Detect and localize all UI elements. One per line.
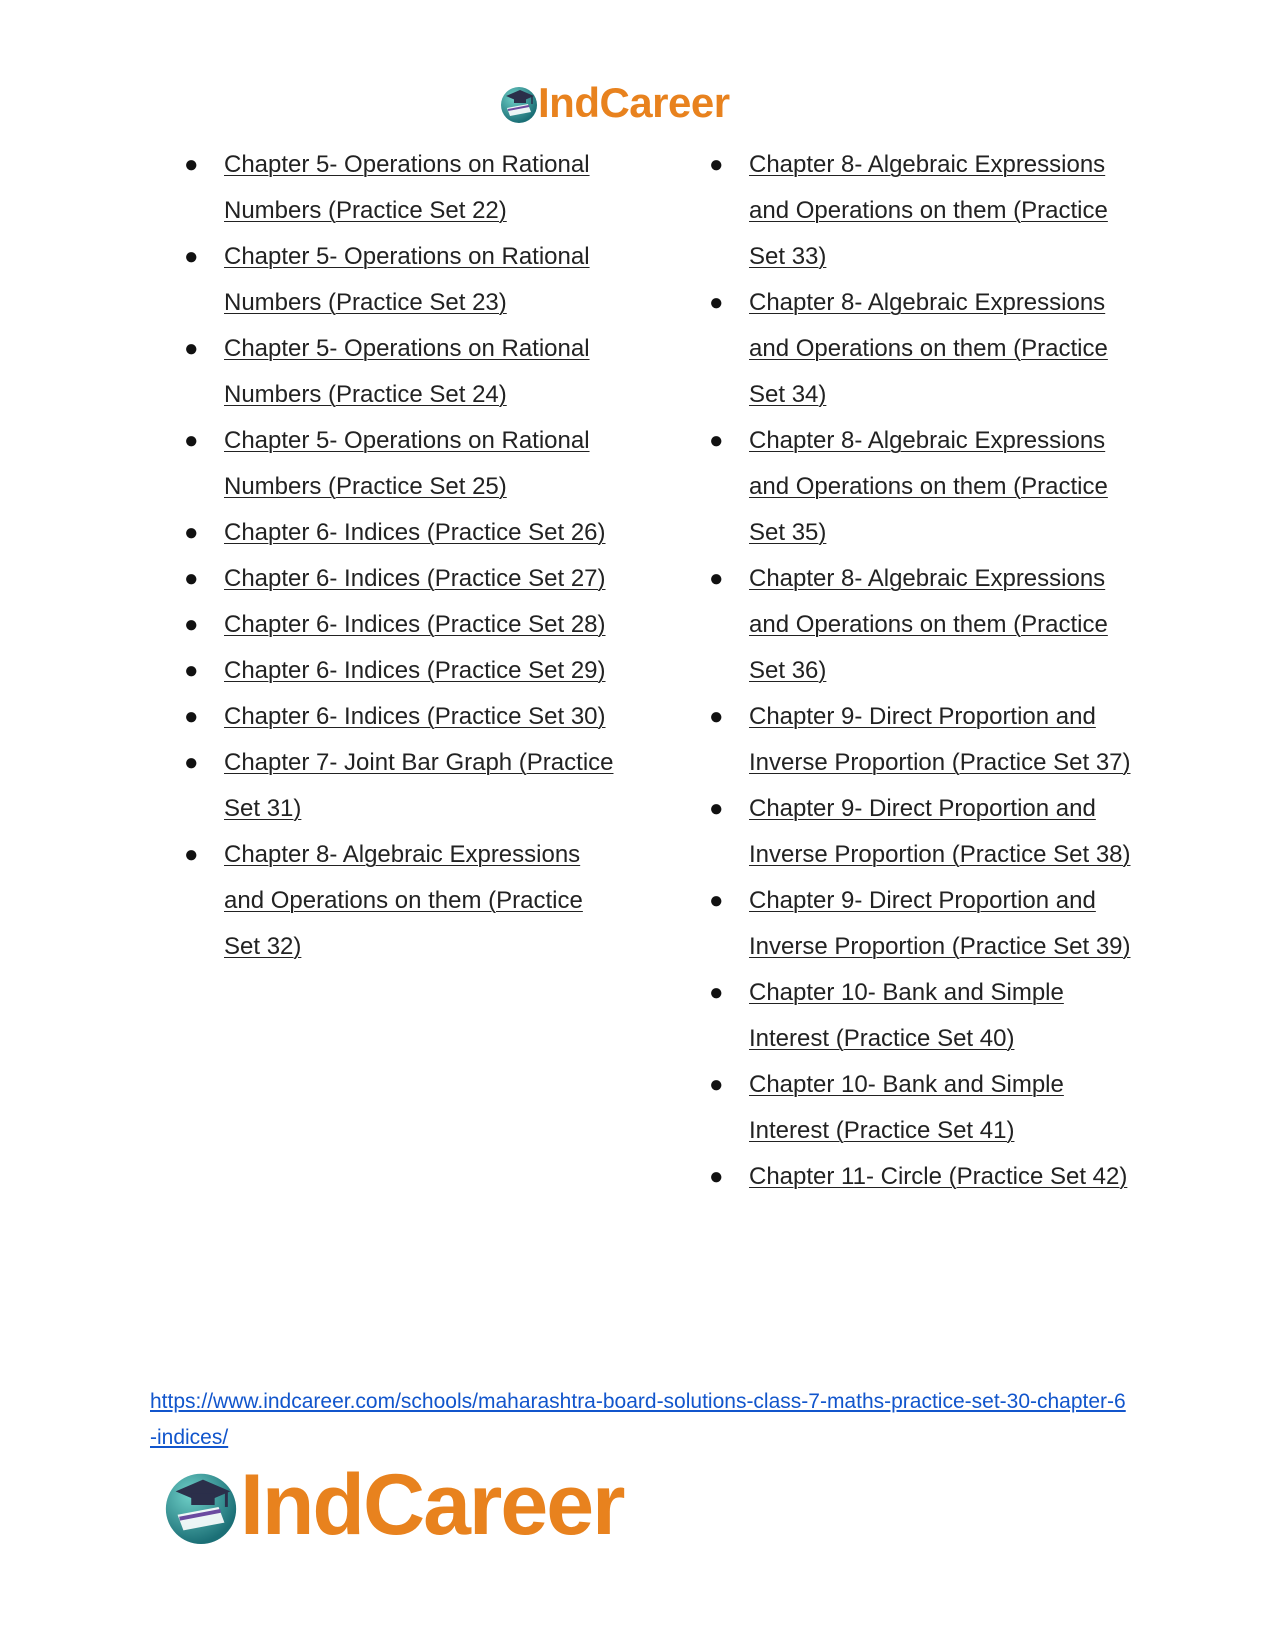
graduation-globe-icon (160, 1464, 242, 1546)
chapter-list-left (184, 142, 614, 970)
list-item (184, 418, 614, 510)
chapter-link[interactable]: Chapter 6- Indices (Practice Set 26) (224, 519, 606, 546)
list-item (709, 556, 1149, 694)
logo-wordmark: IndCareer (240, 1457, 624, 1553)
chapter-link[interactable]: Chapter 8- Algebraic Expressions and Operations on them (Practice Set 35) (749, 427, 1108, 546)
chapter-link[interactable]: Chapter 5- Operations on Rational Numbers (Practice Set 24) (224, 335, 590, 408)
bullet-icon: ● (709, 979, 724, 1006)
bullet-icon: ● (184, 335, 199, 362)
list-item (709, 694, 1149, 786)
logo-wordmark: IndCareer (538, 79, 730, 126)
chapter-link[interactable]: Chapter 9- Direct Proportion and Inverse Proportion (Practice Set 37) (749, 703, 1131, 776)
bullet-icon: ● (709, 427, 724, 454)
bullet-icon: ● (184, 841, 199, 868)
bullet-icon: ● (709, 289, 724, 316)
chapter-list-right (709, 142, 1149, 1200)
chapter-link[interactable]: Chapter 6- Indices (Practice Set 29) (224, 657, 606, 684)
bullet-icon: ● (184, 703, 199, 730)
list-item (709, 970, 1149, 1062)
bullet-icon: ● (709, 703, 724, 730)
bullet-icon: ● (184, 611, 199, 638)
list-item (184, 602, 614, 648)
header-logo (498, 80, 730, 126)
bullet-icon: ● (709, 151, 724, 178)
bullet-icon: ● (184, 749, 199, 776)
chapter-link[interactable]: Chapter 8- Algebraic Expressions and Operations on them (Practice Set 34) (749, 289, 1108, 408)
chapter-link[interactable]: Chapter 8- Algebraic Expressions and Operations on them (Practice Set 36) (749, 565, 1108, 684)
graduation-globe-icon (498, 82, 540, 124)
list-item (709, 786, 1149, 878)
list-item (709, 280, 1149, 418)
list-item (709, 878, 1149, 970)
list-item (184, 326, 614, 418)
chapter-link[interactable]: Chapter 8- Algebraic Expressions and Operations on them (Practice Set 33) (749, 151, 1108, 270)
chapter-link[interactable]: Chapter 6- Indices (Practice Set 30) (224, 703, 606, 730)
list-item (709, 1154, 1149, 1200)
list-item (184, 510, 614, 556)
chapter-link[interactable]: Chapter 5- Operations on Rational Numbers (Practice Set 23) (224, 243, 590, 316)
chapter-link[interactable]: Chapter 7- Joint Bar Graph (Practice Set 31) (224, 749, 614, 822)
list-item (709, 418, 1149, 556)
chapter-link[interactable]: Chapter 10- Bank and Simple Interest (Practice Set 41) (749, 1071, 1064, 1144)
bullet-icon: ● (184, 519, 199, 546)
list-item (184, 234, 614, 326)
list-item (184, 832, 614, 970)
chapter-link[interactable]: Chapter 10- Bank and Simple Interest (Practice Set 40) (749, 979, 1064, 1052)
list-item (184, 142, 614, 234)
bullet-icon: ● (184, 243, 199, 270)
list-item (709, 142, 1149, 280)
chapter-link[interactable]: Chapter 6- Indices (Practice Set 27) (224, 565, 606, 592)
chapter-link[interactable]: Chapter 9- Direct Proportion and Inverse Proportion (Practice Set 38) (749, 795, 1131, 868)
list-item (709, 1062, 1149, 1154)
bullet-icon: ● (184, 657, 199, 684)
bullet-icon: ● (709, 1071, 724, 1098)
bullet-icon: ● (709, 795, 724, 822)
chapter-link[interactable]: Chapter 5- Operations on Rational Numbers (Practice Set 25) (224, 427, 590, 500)
list-item (184, 556, 614, 602)
list-item (184, 740, 614, 832)
list-item (184, 648, 614, 694)
list-item (184, 694, 614, 740)
source-url-link[interactable]: https://www.indcareer.com/schools/maharashtra-board-solutions-class-7-maths-practice-set-30-chapter-6-indices/ (150, 1390, 1126, 1449)
bullet-icon: ● (184, 427, 199, 454)
bullet-icon: ● (184, 151, 199, 178)
bullet-icon: ● (184, 565, 199, 592)
footer-logo (160, 1457, 624, 1553)
bullet-icon: ● (709, 887, 724, 914)
chapter-link[interactable]: Chapter 6- Indices (Practice Set 28) (224, 611, 606, 638)
bullet-icon: ● (709, 1163, 724, 1190)
chapter-link[interactable]: Chapter 9- Direct Proportion and Inverse Proportion (Practice Set 39) (749, 887, 1131, 960)
chapter-link[interactable]: Chapter 11- Circle (Practice Set 42) (749, 1163, 1128, 1190)
chapter-link[interactable]: Chapter 8- Algebraic Expressions and Operations on them (Practice Set 32) (224, 841, 583, 960)
bullet-icon: ● (709, 565, 724, 592)
chapter-link[interactable]: Chapter 5- Operations on Rational Numbers (Practice Set 22) (224, 151, 590, 224)
